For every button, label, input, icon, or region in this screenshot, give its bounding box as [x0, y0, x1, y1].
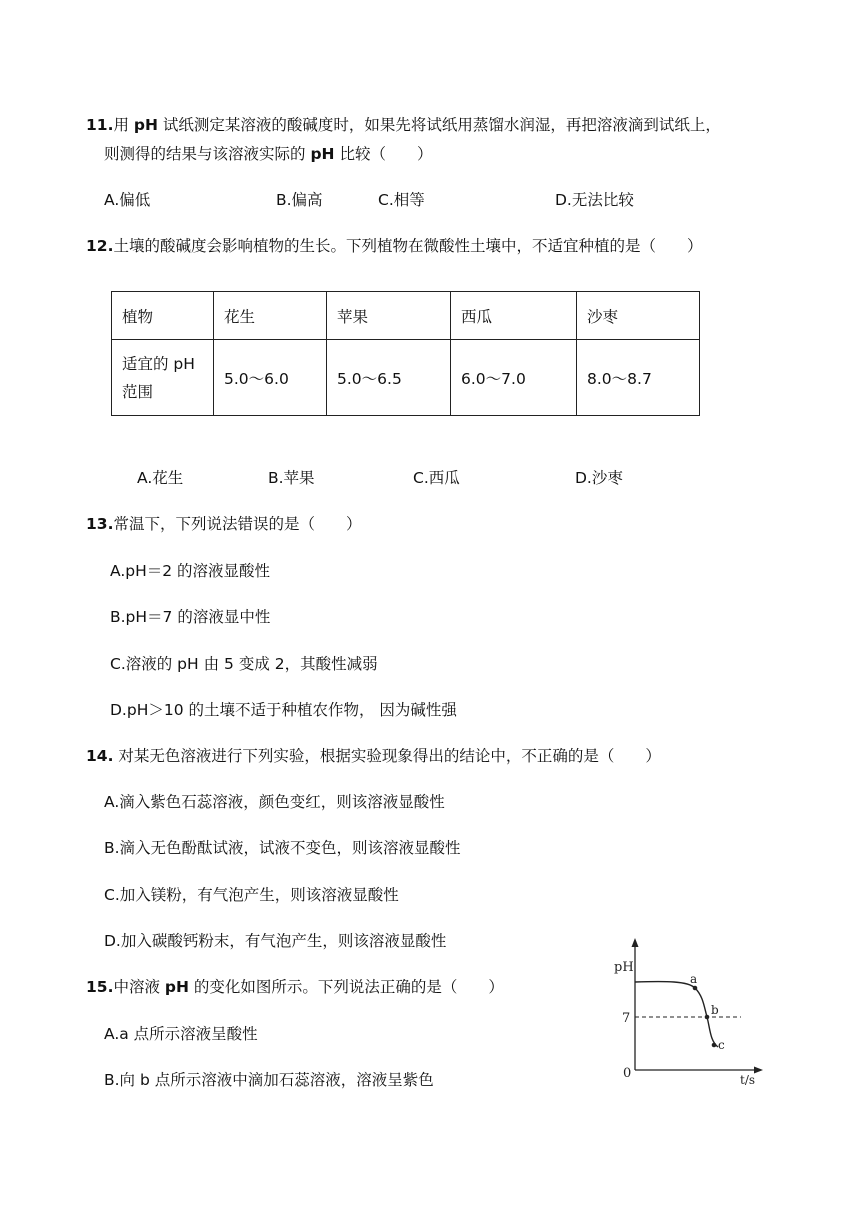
q14-option-b[interactable]: B.滴入无色酚酞试液，试液不变色，则该溶液显酸性 — [104, 839, 461, 857]
q15-text-a: 中溶液 — [113, 978, 165, 996]
q13-text: 常温下，下列说法错误的是（ ） — [113, 515, 362, 533]
q12-option-a[interactable]: A.花生 — [137, 469, 184, 487]
q11-option-a[interactable]: A.偏低 — [104, 191, 151, 209]
x-axis-label: t/s — [740, 1073, 756, 1086]
q11-line1 — [86, 114, 721, 136]
table-header-watermelon: 西瓜 — [451, 292, 577, 340]
y-axis-label: pH — [614, 960, 634, 975]
q12-option-d[interactable]: D.沙枣 — [575, 469, 623, 487]
q11-ph-2: pH — [310, 145, 335, 163]
table-cell-peanut: 5.0～6.0 — [214, 340, 327, 416]
q13-stem — [86, 513, 361, 535]
q14-option-d[interactable]: D.加入碳酸钙粉末，有气泡产生，则该溶液显酸性 — [104, 932, 447, 950]
table-header-plant: 植物 — [112, 292, 214, 340]
point-a-marker — [693, 986, 698, 991]
q12-option-c[interactable]: C.西瓜 — [413, 469, 460, 487]
q13-option-a[interactable]: A.pH＝2 的溶液显酸性 — [110, 562, 271, 580]
q13-number: 13. — [86, 515, 114, 533]
y-axis-arrow — [632, 938, 639, 947]
table-header-peanut: 花生 — [214, 292, 327, 340]
table-header-oleaster: 沙枣 — [577, 292, 700, 340]
q11-ph: pH — [133, 116, 158, 134]
table-row — [112, 340, 700, 416]
q11-text-b: 试纸测定某溶液的酸碱度时，如果先将试纸用蒸馏水润湿，再把溶液滴到试纸上， — [157, 116, 721, 134]
q14-option-a[interactable]: A.滴入紫色石蕊溶液，颜色变红，则该溶液显酸性 — [104, 793, 445, 811]
table-cell-apple: 5.0～6.5 — [327, 340, 451, 416]
q15-option-a[interactable]: A.a 点所示溶液呈酸性 — [104, 1025, 258, 1043]
table-row — [112, 292, 700, 340]
ph-curve — [635, 982, 718, 1047]
q13-option-b[interactable]: B.pH＝7 的溶液显中性 — [110, 608, 271, 626]
q11-number: 11. — [86, 116, 114, 134]
soil-ph-table — [111, 291, 700, 416]
q15-number: 15. — [86, 978, 114, 996]
q11-text-d: 比较（ ） — [334, 145, 433, 163]
q15-text-b: 的变化如图所示。下列说法正确的是（ ） — [188, 978, 504, 996]
row-label-line1: 适宜的 pH — [122, 354, 195, 373]
q11-option-d[interactable]: D.无法比较 — [555, 191, 634, 209]
q12-option-b[interactable]: B.苹果 — [268, 469, 315, 487]
q11-option-c[interactable]: C.相等 — [378, 191, 425, 209]
q14-stem — [86, 745, 661, 767]
q15-ph: pH — [164, 978, 189, 996]
table-header-apple: 苹果 — [327, 292, 451, 340]
q12-stem — [86, 235, 702, 257]
q14-option-c[interactable]: C.加入镁粉，有气泡产生，则该溶液显酸性 — [104, 886, 399, 904]
q12-number: 12. — [86, 237, 114, 255]
q15-option-b[interactable]: B.向 b 点所示溶液中滴加石蕊溶液，溶液呈紫色 — [104, 1071, 434, 1089]
origin-label: 0 — [623, 1066, 632, 1081]
table-cell-watermelon: 6.0～7.0 — [451, 340, 577, 416]
table-cell-oleaster: 8.0～8.7 — [577, 340, 700, 416]
point-c-marker — [712, 1043, 717, 1048]
point-b-label: b — [711, 1003, 719, 1017]
q12-text: 土壤的酸碱度会影响植物的生长。下列植物在微酸性土壤中，不适宜种植的是（ ） — [113, 237, 703, 255]
q13-option-d[interactable]: D.pH＞10 的土壤不适于种植农作物， 因为碱性强 — [110, 701, 457, 719]
q11-option-b[interactable]: B.偏高 — [276, 191, 323, 209]
q11-text-c: 则测得的结果与该溶液实际的 — [104, 145, 311, 163]
point-c-label: c — [718, 1038, 725, 1052]
q14-number: 14. — [86, 747, 114, 765]
table-row-label — [112, 340, 214, 416]
q14-text: 对某无色溶液进行下列实验，根据实验现象得出的结论中，不正确的是（ ） — [113, 747, 661, 765]
q15-stem — [86, 976, 504, 998]
ph-curve-graph — [606, 936, 766, 1086]
tick-label-7: 7 — [622, 1011, 631, 1026]
point-a-label: a — [690, 972, 698, 986]
x-axis-arrow — [754, 1067, 763, 1074]
point-b-marker — [705, 1015, 710, 1020]
q13-option-c[interactable]: C.溶液的 pH 由 5 变成 2，其酸性减弱 — [110, 655, 378, 673]
q11-line2 — [104, 143, 432, 165]
row-label-line2: 范围 — [122, 382, 154, 401]
q11-text-a: 用 — [113, 116, 134, 134]
